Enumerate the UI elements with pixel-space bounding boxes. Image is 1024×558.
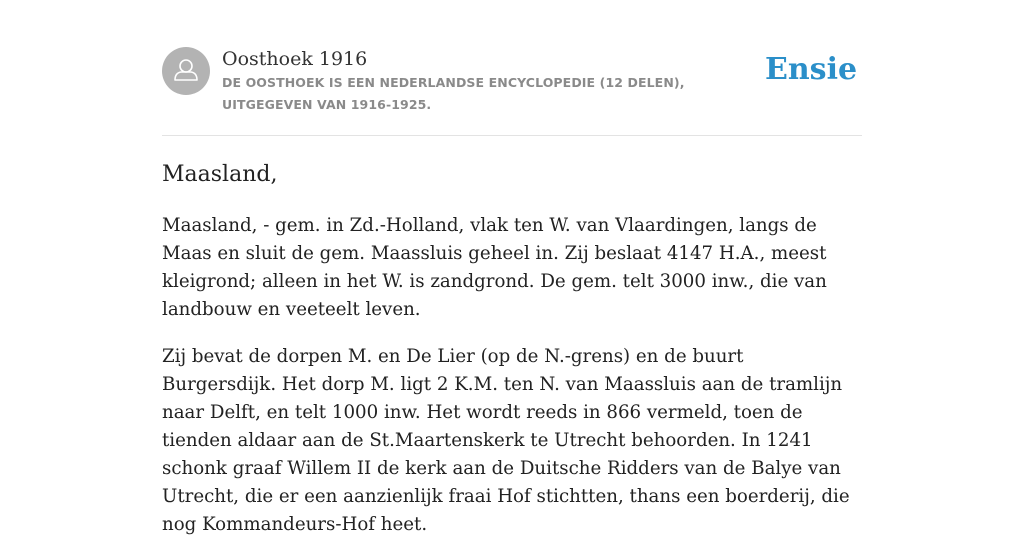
source-title[interactable]: Oosthoek 1916 <box>222 48 368 70</box>
article-paragraph: Zij bevat de dorpen M. en De Lier (op de N.-grens) en de buurt Burgersdijk. Het dorp M. ligt 2 K.M. ten N. van Maassluis aan de tramlijn naar Delft, en telt 1000 inw. Het wordt reeds in 866 vermeld, toen de tienden aldaar aan de St.Maartenskerk te Utrecht behoorden. In 1241 schonk graaf Willem II de kerk aan de Duitsche Ridders van de Balye van Utrecht, die er een aanzienlijk fraai Hof stichtten, thans een boerderij, die nog Kommandeurs-Hof heet. <box>162 346 850 535</box>
article-title: Maasland, <box>162 162 278 187</box>
article-paragraph: Maasland, - gem. in Zd.-Holland, vlak ten W. van Vlaardingen, langs de Maas en sluit de gem. Maassluis geheel in. Zij beslaat 4147 H.A., meest kleigrond; alleen in het W. is zandgrond. De gem. telt 3000 inw., die van landbouw en veeteelt leven. <box>162 215 827 320</box>
source-header <box>162 44 862 136</box>
avatar[interactable] <box>162 47 210 95</box>
brand-logo[interactable]: Ensie <box>765 52 858 87</box>
article <box>162 158 862 558</box>
source-description: DE OOSTHOEK IS EEN NEDERLANDSE ENCYCLOPEDIE (12 DELEN), UITGEGEVEN VAN 1916-1925. <box>222 75 685 112</box>
user-icon <box>162 47 210 95</box>
